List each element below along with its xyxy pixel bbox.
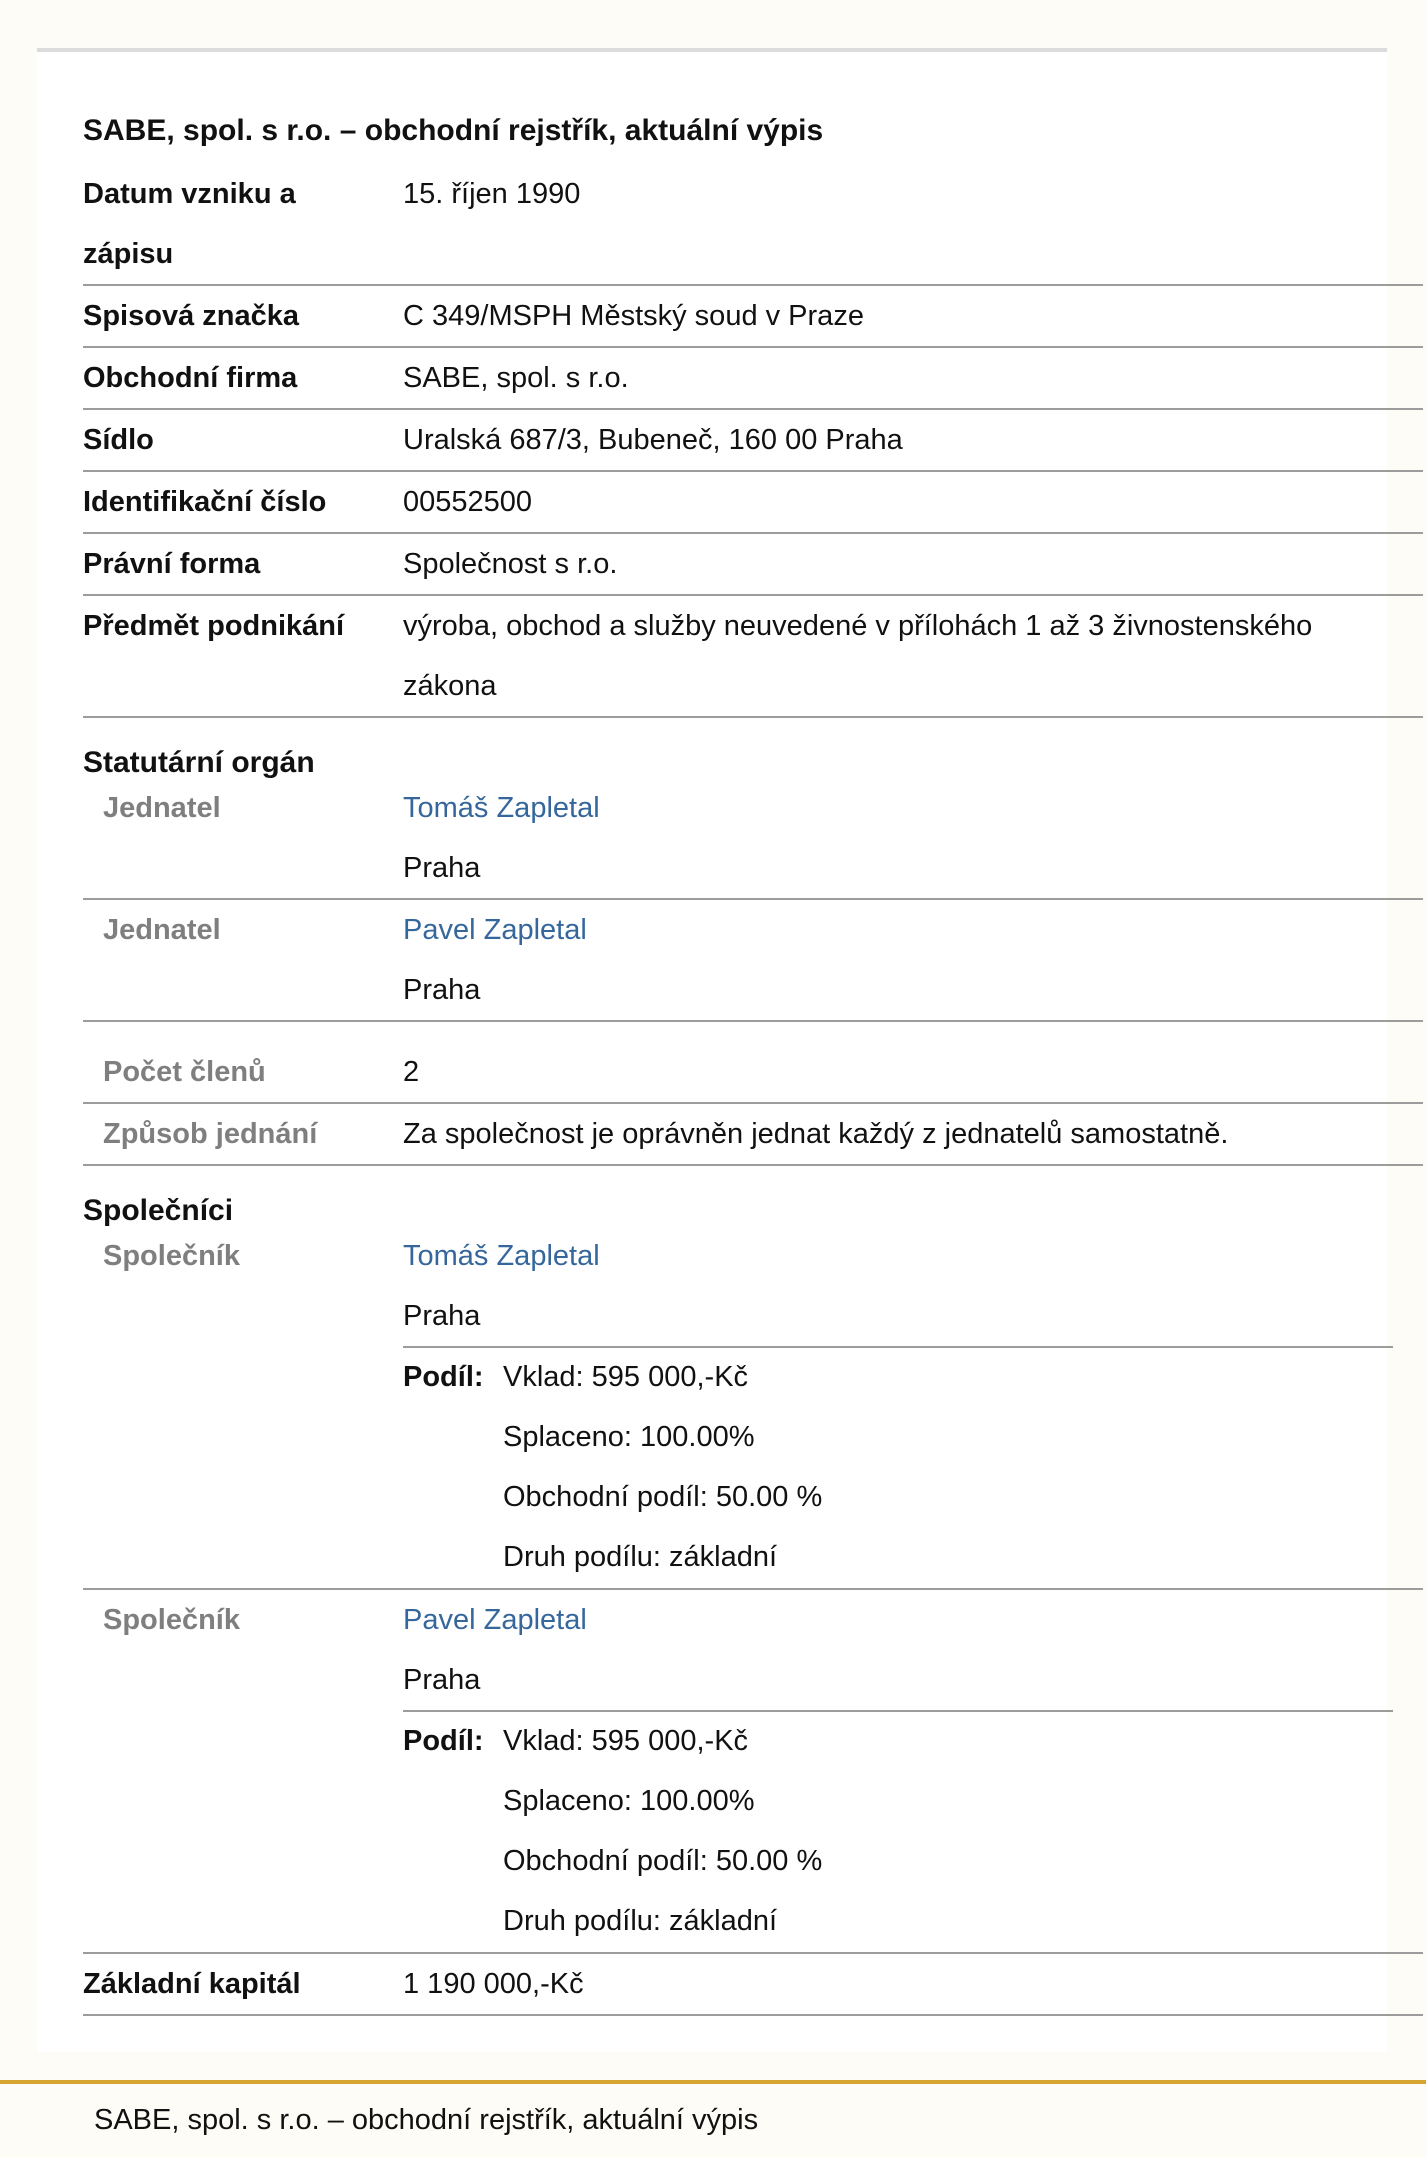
spolecnik-city: Praha bbox=[403, 1300, 481, 1332]
label-zakladni-kapital: Základní kapitál bbox=[83, 1968, 301, 2000]
podil-obchodni: Obchodní podíl: 50.00 % bbox=[503, 1481, 823, 1513]
podil-druh: Druh podílu: základní bbox=[503, 1905, 778, 1937]
value-sidlo: Uralská 687/3, Bubeneč, 160 00 Praha bbox=[403, 424, 903, 456]
spolecnik-city: Praha bbox=[403, 1664, 481, 1696]
label-jednatel: Jednatel bbox=[103, 792, 221, 824]
podil-label: Podíl: bbox=[403, 1725, 484, 1757]
jednatel-name-link[interactable]: Pavel Zapletal bbox=[403, 914, 587, 946]
label-sidlo: Sídlo bbox=[83, 424, 154, 456]
value-jednatel-1 bbox=[403, 778, 1403, 898]
row-jednatel-1 bbox=[83, 778, 1423, 900]
section-statutarni-organ: Statutární orgán bbox=[83, 746, 315, 779]
jednatel-city: Praha bbox=[403, 974, 481, 1006]
section-spolecnici: Společníci bbox=[83, 1194, 234, 1227]
row-obchodni-firma bbox=[83, 348, 1423, 410]
label-datum-line1: Datum vzniku a bbox=[83, 178, 296, 210]
row-zpusob-jednani bbox=[83, 1104, 1423, 1166]
label-pravni-forma: Právní forma bbox=[83, 548, 261, 580]
row-sidlo bbox=[83, 410, 1423, 472]
row-predmet-podnikani bbox=[83, 596, 1423, 718]
jednatel-name-link[interactable]: Tomáš Zapletal bbox=[403, 792, 600, 824]
podil-splaceno: Splaceno: 100.00% bbox=[503, 1785, 755, 1817]
podil-vklad: Vklad: 595 000,-Kč bbox=[503, 1725, 749, 1757]
podil-splaceno: Splaceno: 100.00% bbox=[503, 1421, 755, 1453]
value-pocet-clenu: 2 bbox=[403, 1056, 420, 1088]
value-pravni-forma: Společnost s r.o. bbox=[403, 548, 618, 580]
spolecnik-name-link[interactable]: Pavel Zapletal bbox=[403, 1604, 587, 1636]
label-datum-line2: zápisu bbox=[83, 238, 174, 270]
row-spisova-znacka bbox=[83, 286, 1423, 348]
value-jednatel-2 bbox=[403, 900, 1403, 1020]
value-datum-vzniku: 15. říjen 1990 bbox=[403, 178, 581, 210]
value-obchodni-firma: SABE, spol. s r.o. bbox=[403, 362, 629, 394]
row-pocet-clenu bbox=[83, 1042, 1423, 1104]
page-title: SABE, spol. s r.o. – obchodní rejstřík, aktuální výpis bbox=[83, 114, 824, 147]
podil-label: Podíl: bbox=[403, 1361, 484, 1393]
predmet-line2: zákona bbox=[403, 670, 497, 702]
label-predmet-podnikani: Předmět podnikání bbox=[83, 610, 345, 642]
podil-vklad: Vklad: 595 000,-Kč bbox=[503, 1361, 749, 1393]
row-datum-vzniku bbox=[83, 164, 1423, 286]
row-zakladni-kapital bbox=[83, 1954, 1423, 2016]
value-zakladni-kapital: 1 190 000,-Kč bbox=[403, 1968, 584, 2000]
label-obchodni-firma: Obchodní firma bbox=[83, 362, 298, 394]
label-spolecnik: Společník bbox=[103, 1604, 240, 1636]
jednatel-city: Praha bbox=[403, 852, 481, 884]
predmet-line1: výroba, obchod a služby neuvedené v přílohách 1 až 3 živnostenského bbox=[403, 610, 1313, 642]
podil-obchodni: Obchodní podíl: 50.00 % bbox=[503, 1845, 823, 1877]
row-identifikacni-cislo bbox=[83, 472, 1423, 534]
label-zpusob-jednani: Způsob jednání bbox=[103, 1118, 318, 1150]
value-spolecnik-2 bbox=[403, 1590, 1403, 1710]
footer-text: SABE, spol. s r.o. – obchodní rejstřík, aktuální výpis bbox=[94, 2104, 759, 2136]
label-pocet-clenu: Počet členů bbox=[103, 1056, 266, 1088]
row-pravni-forma bbox=[83, 534, 1423, 596]
value-identifikacni-cislo: 00552500 bbox=[403, 486, 533, 518]
value-predmet-podnikani bbox=[403, 596, 1403, 716]
row-spolecnik-1 bbox=[83, 1226, 1423, 1590]
label-spisova-znacka: Spisová značka bbox=[83, 300, 299, 332]
spolecnik-name-link[interactable]: Tomáš Zapletal bbox=[403, 1240, 600, 1272]
label-jednatel: Jednatel bbox=[103, 914, 221, 946]
value-spolecnik-1 bbox=[403, 1226, 1403, 1346]
value-spisova-znacka: C 349/MSPH Městský soud v Praze bbox=[403, 300, 864, 332]
register-content bbox=[83, 98, 1423, 2016]
label-identifikacni-cislo: Identifikační číslo bbox=[83, 486, 327, 518]
row-jednatel-2 bbox=[83, 900, 1423, 1022]
podil-druh: Druh podílu: základní bbox=[503, 1541, 778, 1573]
label-datum-vzniku bbox=[83, 164, 296, 284]
row-spolecnik-2 bbox=[83, 1590, 1423, 1954]
register-card bbox=[37, 48, 1387, 2052]
value-zpusob-jednani: Za společnost je oprávněn jednat každý z jednatelů samostatně. bbox=[403, 1118, 1229, 1150]
label-spolecnik: Společník bbox=[103, 1240, 240, 1272]
